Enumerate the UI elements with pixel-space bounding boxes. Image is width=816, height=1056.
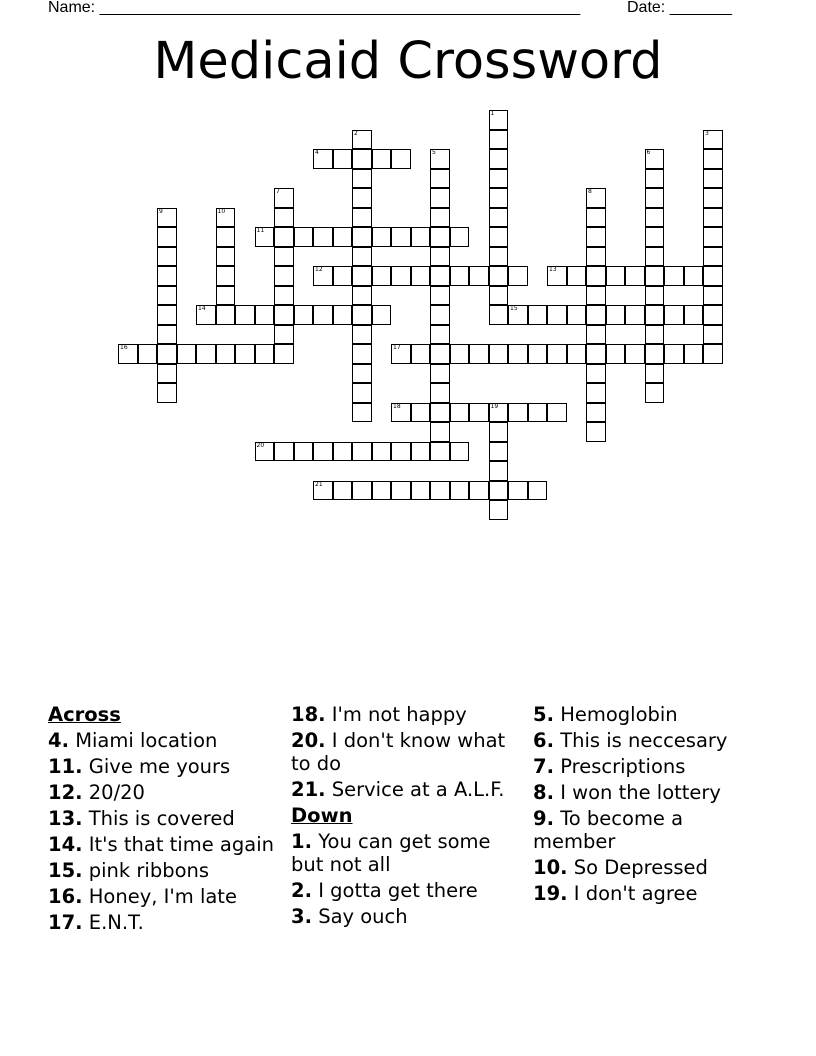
down-clue xyxy=(533,729,769,752)
grid-cell[interactable] xyxy=(352,481,372,501)
grid-cell[interactable] xyxy=(684,266,704,286)
grid-cell[interactable] xyxy=(645,344,665,364)
grid-cell[interactable] xyxy=(294,305,314,325)
date-field-label: Date: _______ xyxy=(627,0,732,16)
grid-cell[interactable] xyxy=(586,188,606,208)
grid-cell[interactable] xyxy=(352,149,372,169)
across-clue xyxy=(291,729,527,775)
clue-text: To become a member xyxy=(533,807,684,853)
grid-cell[interactable] xyxy=(352,130,372,150)
grid-cell[interactable] xyxy=(567,344,587,364)
grid-cell[interactable] xyxy=(489,403,509,423)
clue-number-label: 18. xyxy=(291,703,326,726)
across-heading: Across xyxy=(48,703,121,726)
grid-cell[interactable] xyxy=(606,344,626,364)
grid-cell[interactable] xyxy=(352,266,372,286)
grid-cell[interactable] xyxy=(430,247,450,267)
grid-cell[interactable] xyxy=(645,325,665,345)
clue-number: 10 xyxy=(217,207,226,215)
grid-cell[interactable] xyxy=(489,500,509,520)
across-clue xyxy=(48,729,284,752)
grid-cell[interactable] xyxy=(372,266,392,286)
clue-number: 8 xyxy=(588,188,592,195)
across-clue xyxy=(48,859,284,882)
grid-cell[interactable] xyxy=(157,247,177,267)
grid-cell[interactable] xyxy=(489,247,509,267)
grid-cell[interactable] xyxy=(645,188,665,208)
grid-cell[interactable] xyxy=(430,422,450,442)
grid-cell[interactable] xyxy=(703,266,723,286)
grid-cell[interactable] xyxy=(586,383,606,403)
grid-cell[interactable] xyxy=(313,266,333,286)
grid-cell[interactable] xyxy=(352,403,372,423)
grid-cell[interactable] xyxy=(313,481,333,501)
grid-cell[interactable] xyxy=(274,266,294,286)
clue-number: 13 xyxy=(549,266,557,273)
clue-column-3 xyxy=(533,703,769,908)
grid-cell[interactable] xyxy=(450,403,470,423)
grid-cell[interactable] xyxy=(138,344,158,364)
grid-cell[interactable] xyxy=(352,286,372,306)
grid-cell[interactable] xyxy=(586,208,606,228)
grid-cell[interactable] xyxy=(430,286,450,306)
clue-column-1 xyxy=(48,703,284,937)
grid-cell[interactable] xyxy=(372,305,392,325)
grid-cell[interactable] xyxy=(547,266,567,286)
grid-cell[interactable] xyxy=(430,383,450,403)
grid-cell[interactable] xyxy=(586,247,606,267)
grid-cell[interactable] xyxy=(508,266,528,286)
grid-cell[interactable] xyxy=(157,227,177,247)
grid-cell[interactable] xyxy=(489,149,509,169)
grid-cell[interactable] xyxy=(196,305,216,325)
clue-number-label: 12. xyxy=(48,781,83,804)
clue-text: E.N.T. xyxy=(88,911,144,934)
grid-cell[interactable] xyxy=(430,364,450,384)
clue-number-label: 5. xyxy=(533,703,554,726)
grid-cell[interactable] xyxy=(157,305,177,325)
clue-number-label: 1. xyxy=(291,830,312,853)
grid-cell[interactable] xyxy=(664,344,684,364)
clue-text: I don't know what to do xyxy=(291,729,506,775)
grid-cell[interactable] xyxy=(469,481,489,501)
grid-cell[interactable] xyxy=(235,305,255,325)
grid-cell[interactable] xyxy=(157,208,177,228)
clue-text: Prescriptions xyxy=(560,755,686,778)
grid-cell[interactable] xyxy=(352,305,372,325)
down-clue xyxy=(533,703,769,726)
grid-cell[interactable] xyxy=(489,188,509,208)
clue-number-label: 21. xyxy=(291,778,326,801)
grid-cell[interactable] xyxy=(255,344,275,364)
grid-cell[interactable] xyxy=(274,325,294,345)
grid-cell[interactable] xyxy=(703,149,723,169)
grid-cell[interactable] xyxy=(391,266,411,286)
grid-cell[interactable] xyxy=(157,325,177,345)
clue-text: I won the lottery xyxy=(560,781,721,804)
grid-cell[interactable] xyxy=(333,149,353,169)
clue-text: Hemoglobin xyxy=(560,703,678,726)
grid-cell[interactable] xyxy=(118,344,138,364)
grid-cell[interactable] xyxy=(508,344,528,364)
clue-text: 20/20 xyxy=(88,781,145,804)
grid-cell[interactable] xyxy=(216,286,236,306)
grid-cell[interactable] xyxy=(547,403,567,423)
grid-cell[interactable] xyxy=(372,481,392,501)
across-clue xyxy=(291,703,527,726)
grid-cell[interactable] xyxy=(489,266,509,286)
grid-cell[interactable] xyxy=(528,403,548,423)
clue-number: 7 xyxy=(276,188,280,195)
grid-cell[interactable] xyxy=(430,188,450,208)
grid-cell[interactable] xyxy=(586,305,606,325)
grid-cell[interactable] xyxy=(352,383,372,403)
clue-text: I don't agree xyxy=(573,882,698,905)
grid-cell[interactable] xyxy=(703,325,723,345)
clue-number: 19 xyxy=(490,402,499,410)
down-clue xyxy=(291,905,527,928)
clue-number: 3 xyxy=(705,129,709,137)
grid-cell[interactable] xyxy=(684,344,704,364)
clue-text: So Depressed xyxy=(573,856,708,879)
clue-number-label: 7. xyxy=(533,755,554,778)
grid-cell[interactable] xyxy=(157,286,177,306)
grid-cell[interactable] xyxy=(645,149,665,169)
grid-cell[interactable] xyxy=(489,344,509,364)
grid-cell[interactable] xyxy=(352,169,372,189)
grid-cell[interactable] xyxy=(430,403,450,423)
grid-cell[interactable] xyxy=(274,188,294,208)
grid-cell[interactable] xyxy=(333,442,353,462)
clue-text: This is neccesary xyxy=(560,729,728,752)
down-clue xyxy=(291,830,527,876)
grid-cell[interactable] xyxy=(255,305,275,325)
grid-cell[interactable] xyxy=(294,442,314,462)
clue-number: 2 xyxy=(354,129,358,137)
clue-text: Say ouch xyxy=(318,905,408,928)
grid-cell[interactable] xyxy=(391,149,411,169)
clue-text: It's that time again xyxy=(88,833,274,856)
grid-cell[interactable] xyxy=(274,208,294,228)
clue-column-2 xyxy=(291,703,527,931)
grid-cell[interactable] xyxy=(469,344,489,364)
clue-number: 11 xyxy=(256,227,265,234)
grid-cell[interactable] xyxy=(157,383,177,403)
grid-cell[interactable] xyxy=(489,169,509,189)
across-clue xyxy=(48,807,284,830)
across-clue xyxy=(291,778,527,801)
grid-cell[interactable] xyxy=(352,208,372,228)
grid-cell[interactable] xyxy=(313,149,333,169)
grid-cell[interactable] xyxy=(606,305,626,325)
grid-cell[interactable] xyxy=(489,286,509,306)
grid-cell[interactable] xyxy=(430,481,450,501)
grid-cell[interactable] xyxy=(489,130,509,150)
grid-cell[interactable] xyxy=(489,461,509,481)
clue-number: 21 xyxy=(315,480,323,488)
across-clue xyxy=(48,755,284,778)
grid-cell[interactable] xyxy=(645,305,665,325)
grid-cell[interactable] xyxy=(411,481,431,501)
page-title: Medicaid Crossword xyxy=(153,32,663,91)
grid-cell[interactable] xyxy=(333,227,353,247)
grid-cell[interactable] xyxy=(450,266,470,286)
across-clue xyxy=(48,781,284,804)
grid-cell[interactable] xyxy=(703,247,723,267)
down-heading: Down xyxy=(291,804,353,827)
down-clue xyxy=(533,807,769,853)
grid-cell[interactable] xyxy=(216,266,236,286)
grid-cell[interactable] xyxy=(703,208,723,228)
grid-cell[interactable] xyxy=(352,344,372,364)
grid-cell[interactable] xyxy=(528,305,548,325)
grid-cell[interactable] xyxy=(391,227,411,247)
grid-cell[interactable] xyxy=(684,305,704,325)
clue-number: 1 xyxy=(490,110,495,117)
grid-cell[interactable] xyxy=(391,442,411,462)
grid-cell[interactable] xyxy=(352,247,372,267)
grid-cell[interactable] xyxy=(567,266,587,286)
clue-text: This is covered xyxy=(88,807,235,830)
grid-cell[interactable] xyxy=(235,344,255,364)
grid-cell[interactable] xyxy=(372,227,392,247)
name-field-label: Name: ______________________________________________________ xyxy=(48,0,581,16)
clue-number-label: 14. xyxy=(48,833,83,856)
grid-cell[interactable] xyxy=(333,305,353,325)
clue-number-label: 15. xyxy=(48,859,83,882)
grid-cell[interactable] xyxy=(567,305,587,325)
grid-cell[interactable] xyxy=(274,247,294,267)
clue-number: 16 xyxy=(120,344,128,351)
down-clue xyxy=(533,781,769,804)
grid-cell[interactable] xyxy=(508,481,528,501)
grid-cell[interactable] xyxy=(664,266,684,286)
clue-number-label: 20. xyxy=(291,729,326,752)
across-clue xyxy=(48,833,284,856)
clue-text: pink ribbons xyxy=(88,859,210,882)
grid-cell[interactable] xyxy=(411,442,431,462)
grid-cell[interactable] xyxy=(177,344,197,364)
grid-cell[interactable] xyxy=(294,227,314,247)
grid-cell[interactable] xyxy=(508,305,528,325)
grid-cell[interactable] xyxy=(606,266,626,286)
grid-cell[interactable] xyxy=(255,227,275,247)
grid-cell[interactable] xyxy=(391,403,411,423)
grid-cell[interactable] xyxy=(274,442,294,462)
clue-number-label: 19. xyxy=(533,882,568,905)
grid-cell[interactable] xyxy=(430,149,450,169)
grid-cell[interactable] xyxy=(703,188,723,208)
grid-cell[interactable] xyxy=(216,208,236,228)
grid-cell[interactable] xyxy=(703,305,723,325)
grid-cell[interactable] xyxy=(450,227,470,247)
clue-number-label: 4. xyxy=(48,729,69,752)
clue-text: I'm not happy xyxy=(331,703,467,726)
grid-cell[interactable] xyxy=(274,286,294,306)
grid-cell[interactable] xyxy=(586,286,606,306)
grid-cell[interactable] xyxy=(430,266,450,286)
grid-cell[interactable] xyxy=(352,442,372,462)
clue-number-label: 16. xyxy=(48,885,83,908)
grid-cell[interactable] xyxy=(508,403,528,423)
grid-cell[interactable] xyxy=(703,169,723,189)
clue-number: 12 xyxy=(315,266,323,273)
clue-text: I gotta get there xyxy=(318,879,478,902)
grid-cell[interactable] xyxy=(450,442,470,462)
grid-cell[interactable] xyxy=(625,305,645,325)
clue-number-label: 8. xyxy=(533,781,554,804)
grid-cell[interactable] xyxy=(430,227,450,247)
grid-cell[interactable] xyxy=(391,344,411,364)
down-clue xyxy=(533,882,769,905)
clue-number: 5 xyxy=(432,149,436,156)
grid-cell[interactable] xyxy=(625,344,645,364)
grid-cell[interactable] xyxy=(703,286,723,306)
grid-cell[interactable] xyxy=(645,169,665,189)
grid-cell[interactable] xyxy=(703,130,723,150)
grid-cell[interactable] xyxy=(489,481,509,501)
grid-cell[interactable] xyxy=(216,344,236,364)
grid-cell[interactable] xyxy=(586,344,606,364)
grid-cell[interactable] xyxy=(645,383,665,403)
grid-cell[interactable] xyxy=(313,305,333,325)
grid-cell[interactable] xyxy=(157,266,177,286)
grid-cell[interactable] xyxy=(313,442,333,462)
across-clue xyxy=(48,885,284,908)
down-clue xyxy=(533,755,769,778)
grid-cell[interactable] xyxy=(703,227,723,247)
grid-cell[interactable] xyxy=(489,422,509,442)
clue-number-label: 3. xyxy=(291,905,312,928)
grid-cell[interactable] xyxy=(157,344,177,364)
grid-cell[interactable] xyxy=(352,325,372,345)
grid-cell[interactable] xyxy=(352,188,372,208)
grid-cell[interactable] xyxy=(411,344,431,364)
clue-number: 15 xyxy=(510,305,518,312)
clue-number-label: 11. xyxy=(48,755,83,778)
grid-cell[interactable] xyxy=(430,305,450,325)
grid-cell[interactable] xyxy=(216,227,236,247)
grid-cell[interactable] xyxy=(528,344,548,364)
grid-cell[interactable] xyxy=(547,305,567,325)
grid-cell[interactable] xyxy=(528,481,548,501)
clue-number: 18 xyxy=(393,402,401,410)
clue-number-label: 6. xyxy=(533,729,554,752)
grid-cell[interactable] xyxy=(352,364,372,384)
grid-cell[interactable] xyxy=(333,481,353,501)
grid-cell[interactable] xyxy=(450,344,470,364)
grid-cell[interactable] xyxy=(586,227,606,247)
grid-cell[interactable] xyxy=(489,442,509,462)
clue-text: You can get some but not all xyxy=(291,830,491,876)
across-clue xyxy=(48,911,284,934)
grid-cell[interactable] xyxy=(645,208,665,228)
grid-cell[interactable] xyxy=(664,305,684,325)
clue-number: 17 xyxy=(393,344,401,351)
grid-cell[interactable] xyxy=(547,344,567,364)
grid-cell[interactable] xyxy=(586,422,606,442)
grid-cell[interactable] xyxy=(586,364,606,384)
grid-cell[interactable] xyxy=(157,364,177,384)
grid-cell[interactable] xyxy=(313,227,333,247)
grid-cell[interactable] xyxy=(216,247,236,267)
grid-cell[interactable] xyxy=(450,481,470,501)
clue-number: 14 xyxy=(198,305,206,312)
grid-cell[interactable] xyxy=(586,266,606,286)
grid-cell[interactable] xyxy=(645,227,665,247)
grid-cell[interactable] xyxy=(586,325,606,345)
grid-cell[interactable] xyxy=(625,266,645,286)
grid-cell[interactable] xyxy=(469,403,489,423)
grid-cell[interactable] xyxy=(489,227,509,247)
grid-cell[interactable] xyxy=(430,442,450,462)
grid-cell[interactable] xyxy=(196,344,216,364)
down-clue xyxy=(533,856,769,879)
grid-cell[interactable] xyxy=(216,305,236,325)
grid-cell[interactable] xyxy=(352,227,372,247)
grid-cell[interactable] xyxy=(372,442,392,462)
clue-number: 4 xyxy=(315,149,319,156)
clue-number-label: 2. xyxy=(291,879,312,902)
clue-number-label: 9. xyxy=(533,807,554,830)
grid-cell[interactable] xyxy=(430,344,450,364)
clue-number-label: 13. xyxy=(48,807,83,830)
grid-cell[interactable] xyxy=(430,325,450,345)
grid-cell[interactable] xyxy=(645,266,665,286)
grid-cell[interactable] xyxy=(586,403,606,423)
grid-cell[interactable] xyxy=(645,247,665,267)
grid-cell[interactable] xyxy=(489,110,509,130)
clue-text: Service at a A.L.F. xyxy=(331,778,505,801)
grid-cell[interactable] xyxy=(255,442,275,462)
grid-cell[interactable] xyxy=(411,403,431,423)
clue-number: 9 xyxy=(159,207,163,215)
grid-cell[interactable] xyxy=(274,305,294,325)
clue-text: Honey, I'm late xyxy=(88,885,237,908)
clue-number: 6 xyxy=(646,149,651,156)
grid-cell[interactable] xyxy=(489,208,509,228)
grid-cell[interactable] xyxy=(430,169,450,189)
clue-text: Give me yours xyxy=(88,755,231,778)
grid-cell[interactable] xyxy=(703,344,723,364)
clue-number-label: 17. xyxy=(48,911,83,934)
grid-cell[interactable] xyxy=(645,286,665,306)
clue-number: 20 xyxy=(256,441,265,449)
grid-cell[interactable] xyxy=(469,266,489,286)
grid-cell[interactable] xyxy=(645,364,665,384)
grid-cell[interactable] xyxy=(274,344,294,364)
grid-cell[interactable] xyxy=(372,149,392,169)
grid-cell[interactable] xyxy=(391,481,411,501)
clue-number-label: 10. xyxy=(533,856,568,879)
grid-cell[interactable] xyxy=(430,208,450,228)
grid-cell[interactable] xyxy=(274,227,294,247)
grid-cell[interactable] xyxy=(489,305,509,325)
grid-cell[interactable] xyxy=(333,266,353,286)
grid-cell[interactable] xyxy=(411,227,431,247)
clue-text: Miami location xyxy=(75,729,218,752)
grid-cell[interactable] xyxy=(411,266,431,286)
down-clue xyxy=(291,879,527,902)
